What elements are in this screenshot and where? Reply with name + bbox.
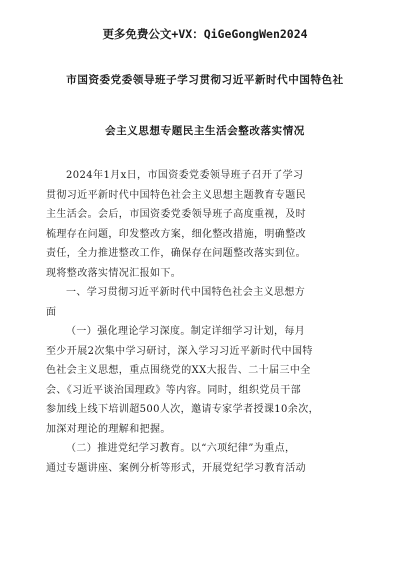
text-line: 加深对理论的理解和把握。 xyxy=(46,423,171,435)
paragraph-theory-study xyxy=(46,322,364,439)
text-line: 参加线上线下培训超500人次，邀请专家学者授课10余次， xyxy=(46,404,320,415)
document-title-line-2: 会主义思想专题民主生活会整改落实情况 xyxy=(105,125,305,137)
document-body xyxy=(46,166,364,478)
text-line: 色社会主义思想，重点围绕党的XX大报告、二十届三中全 xyxy=(46,365,311,376)
text-line: 一、学习贯彻习近平新时代中国特色社会主义思想方 xyxy=(66,287,306,298)
text-line: 责任，全力推进整改工作，确保存在问题整改落实到位。 xyxy=(46,248,306,259)
paragraph-intro xyxy=(46,166,364,283)
text-line: 现将整改落实情况汇报如下。 xyxy=(46,267,182,279)
text-line: （一）强化理论学习深度。制定详细学习计划，每月 xyxy=(66,326,306,337)
section-heading-1 xyxy=(46,283,364,322)
text-line: 贯彻习近平新时代中国特色社会主义思想主题教育专题民 xyxy=(46,189,306,201)
text-line: 至少开展2次集中学习研讨，深入学习习近平新时代中国特 xyxy=(46,345,313,357)
text-line: 通过专题讲座、案例分析等形式，开展党纪学习教育活动 xyxy=(46,462,306,474)
watermark-banner: 更多免费公文+VX：QiGeGongWen2024 xyxy=(102,27,308,41)
text-line: 主生活会。会后，市国资委党委领导班子高度重视，及时 xyxy=(46,209,306,220)
paragraph-discipline-education xyxy=(46,439,364,478)
text-line: 梳理存在问题，印发整改方案，细化整改措施，明确整改 xyxy=(46,228,306,240)
text-line: 面 xyxy=(46,306,57,318)
text-line: 2024年1月x日，市国资委党委领导班子召开了学习 xyxy=(66,170,304,181)
document-title-line-1: 市国资委党委领导班子学习贯彻习近平新时代中国特色社 xyxy=(66,74,344,86)
text-line: 会、《习近平谈治国理政》等内容。同时，组织党员干部 xyxy=(46,384,301,396)
text-line: （二）推进党纪学习教育。以“六项纪律”为重点， xyxy=(66,443,296,454)
